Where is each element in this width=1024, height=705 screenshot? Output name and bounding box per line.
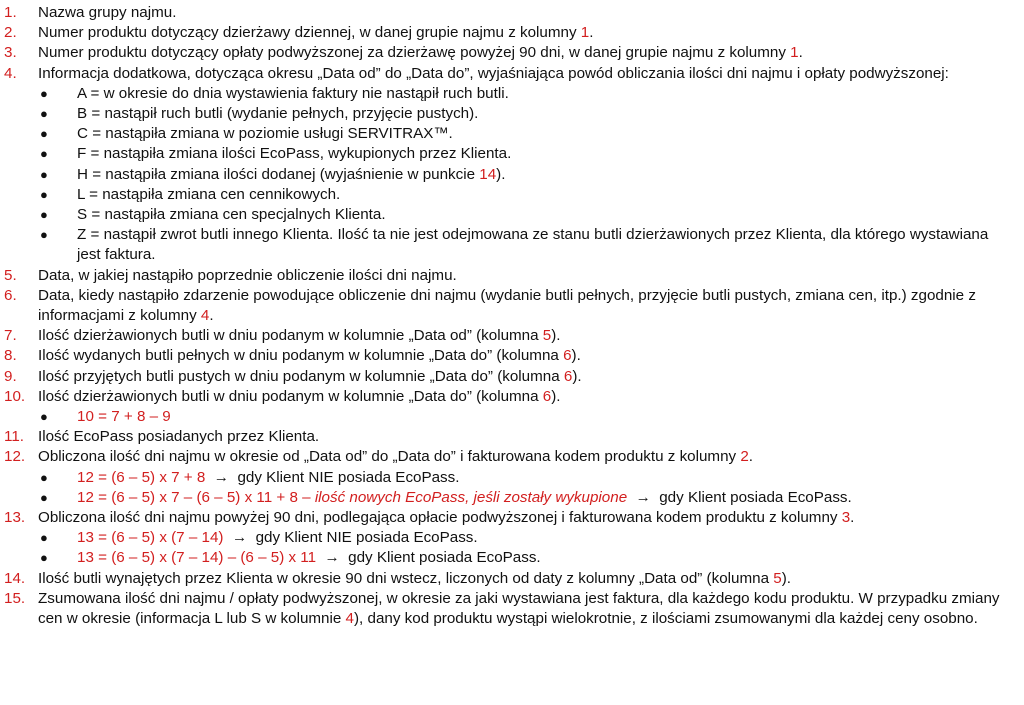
item-text: Numer produktu dotyczący dzierżawy dziennej, w danej grupie najmu z kolumny 1. [38,24,594,42]
item-number: 15. [4,589,26,607]
bullet-item [4,185,1014,205]
formula-item [4,548,1014,568]
bullet-text: C = nastąpiła zmiana w poziomie usługi SERVITRAX™. [77,125,453,143]
column-reference: 4 [345,610,354,628]
item-number: 14. [4,569,26,587]
item-text: Zsumowana ilość dni najmu / opłaty podwyższonej, w okresie za jaki wystawiana jest faktura, dla każdego kodu produktu. W przypadku zmiany cen w okresie (informacja L lub S w kolumnie 4), dany kod produktu wystąpi wielokrotnie, z ilościami zsumowanymi dla każdej ceny osobno. [38,589,1000,628]
bullet-text: A = w okresie do dnia wystawienia faktury nie nastąpił ruch butli. [77,84,509,102]
column-reference: 6 [563,347,572,365]
bullet-icon: ● [40,166,48,182]
condition-text: gdy Klient posiada EcoPass. [348,549,541,567]
column-reference: 6 [563,367,573,385]
column-reference: 2 [740,448,749,466]
formula-item [4,407,1014,427]
list-item-6 [4,286,1014,326]
condition-text: gdy Klient NIE posiada EcoPass. [255,529,478,547]
item-text: Ilość EcoPass posiadanych przez Klienta. [38,428,320,446]
list-item-4 [4,64,1014,84]
column-reference: 4 [200,307,210,325]
formula-text: 12 = (6 – 5) x 7 – (6 – 5) x 11 + 8 – [77,488,311,506]
bullet-text: F = nastąpiła zmiana ilości EcoPass, wykupionych przez Klienta. [77,145,512,163]
item-text: Ilość wydanych butli pełnych w dniu podanym w kolumnie „Data do” (kolumna 6). [38,347,581,365]
formula-item [4,468,1014,488]
item-number: 11. [4,428,24,446]
column-reference: 14 [479,165,497,183]
formula-text: 13 = (6 – 5) x (7 – 14) – (6 – 5) x 11 [77,549,317,567]
bullet-text: Z = nastąpił zwrot butli innego Klienta. Ilość ta nie jest odejmowana ze stanu butli dzierżawionych przez Klienta, dla którego wystawiana jest faktura. [77,226,989,264]
formula-note: ilość nowych EcoPass, jeśli zostały wykupione [314,488,628,506]
bullet-icon: ● [40,126,48,142]
formula-text: 13 = (6 – 5) x (7 – 14) [77,529,224,547]
list-item-5 [4,266,1014,286]
bullet-icon: ● [40,550,48,566]
bullet-text: S = nastąpiła zmiana cen specjalnych Klienta. [77,206,386,224]
list-item-11 [4,427,1014,447]
condition-text: gdy Klient NIE posiada EcoPass. [237,468,460,486]
item-text: Data, w jakiej nastąpiło poprzednie obliczenie ilości dni najmu. [38,266,457,284]
list-item-13 [4,508,1014,528]
bullet-item [4,144,1014,164]
bullet-icon: ● [40,469,48,485]
list-item-10 [4,387,1014,407]
column-reference: 5 [773,569,782,587]
item-number: 4. [4,64,17,82]
formula-item [4,528,1014,548]
bullet-item [4,124,1014,144]
bullet-text: B = nastąpił ruch butli (wydanie pełnych, przyjęcie pustych). [77,105,479,123]
item-number: 2. [4,24,17,42]
list-item-2 [4,23,1014,43]
list-item-12 [4,447,1014,467]
column-reference: 5 [542,327,552,345]
item-number: 7. [4,327,17,345]
item-number: 8. [4,347,17,365]
item-number: 3. [4,44,17,62]
item-text: Numer produktu dotyczący opłaty podwyższonej za dzierżawę powyżej 90 dni, w danej grupie najmu z kolumny 1. [38,44,803,62]
bullet-icon: ● [40,186,48,202]
bullet-icon: ● [40,85,48,101]
list-item-1 [4,3,1014,23]
bullet-item [4,225,1014,265]
formula-text: 10 = 7 + 8 – 9 [77,408,171,426]
item-number: 6. [4,286,17,304]
bullet-item [4,104,1014,124]
bullet-icon: ● [40,146,48,162]
list-item-8 [4,346,1014,366]
item-number: 10. [4,387,26,405]
bullet-icon: ● [40,227,48,243]
arrow-icon: → [635,488,651,506]
column-reference: 6 [542,387,552,405]
bullet-item [4,165,1014,185]
item-text: Ilość dzierżawionych butli w dniu podanym w kolumnie „Data do” (kolumna 6). [38,387,561,405]
item-text: Obliczona ilość dni najmu powyżej 90 dni, podlegająca opłacie podwyższonej i fakturowana kodem produktu z kolumny 3. [38,509,855,527]
item-text: Nazwa grupy najmu. [38,4,177,21]
item-number: 12. [4,448,26,466]
item-number: 5. [4,266,17,284]
column-reference: 3 [841,509,851,527]
formula-item [4,488,1014,508]
bullet-item [4,84,1014,104]
list-item-15 [4,589,1014,629]
item-text: Ilość przyjętych butli pustych w dniu podanym w kolumnie „Data do” (kolumna 6). [38,367,582,385]
column-reference: 1 [790,44,799,62]
bullet-text: H = nastąpiła zmiana ilości dodanej (wyjaśnienie w punkcie 14). [77,165,506,183]
arrow-icon: → [324,549,340,567]
item-text: Informacja dodatkowa, dotycząca okresu „Data od” do „Data do”, wyjaśniająca powód obliczania ilości dni najmu i opłaty podwyższonej: [38,64,949,82]
bullet-text: L = nastąpiła zmiana cen cennikowych. [77,185,341,203]
bullet-icon: ● [40,207,48,223]
arrow-icon: → [231,529,248,547]
item-number: 1. [4,4,17,21]
list-item-7 [4,326,1014,346]
list-item-14 [4,569,1014,589]
bullet-icon: ● [40,489,48,505]
bullet-icon: ● [40,530,48,546]
item-text: Ilość dzierżawionych butli w dniu podanym w kolumnie „Data od” (kolumna 5). [38,327,561,345]
list-item-9 [4,367,1014,387]
column-reference: 1 [580,24,590,42]
bullet-item [4,205,1014,225]
item-number: 13. [4,509,26,527]
arrow-icon: → [213,468,229,486]
item-text: Ilość butli wynajętych przez Klienta w okresie 90 dni wstecz, liczonych od daty z kolumny „Data od” (kolumna 5). [38,569,791,587]
bullet-icon: ● [40,106,48,122]
item-text: Data, kiedy nastąpiło zdarzenie powodujące obliczenie dni najmu (wydanie butli pełnych, przyjęcie butli pustych, zmiana cen, itp.) zgodnie z informacjami z kolumny 4. [38,286,976,325]
formula-text: 12 = (6 – 5) x 7 + 8 [77,468,206,486]
item-number: 9. [4,367,17,385]
bullet-icon: ● [40,409,48,425]
list-item-3 [4,43,1014,63]
item-text: Obliczona ilość dni najmu w okresie od „Data od” do „Data do” i fakturowana kodem produktu z kolumny 2. [38,448,754,466]
condition-text: gdy Klient posiada EcoPass. [659,488,852,506]
